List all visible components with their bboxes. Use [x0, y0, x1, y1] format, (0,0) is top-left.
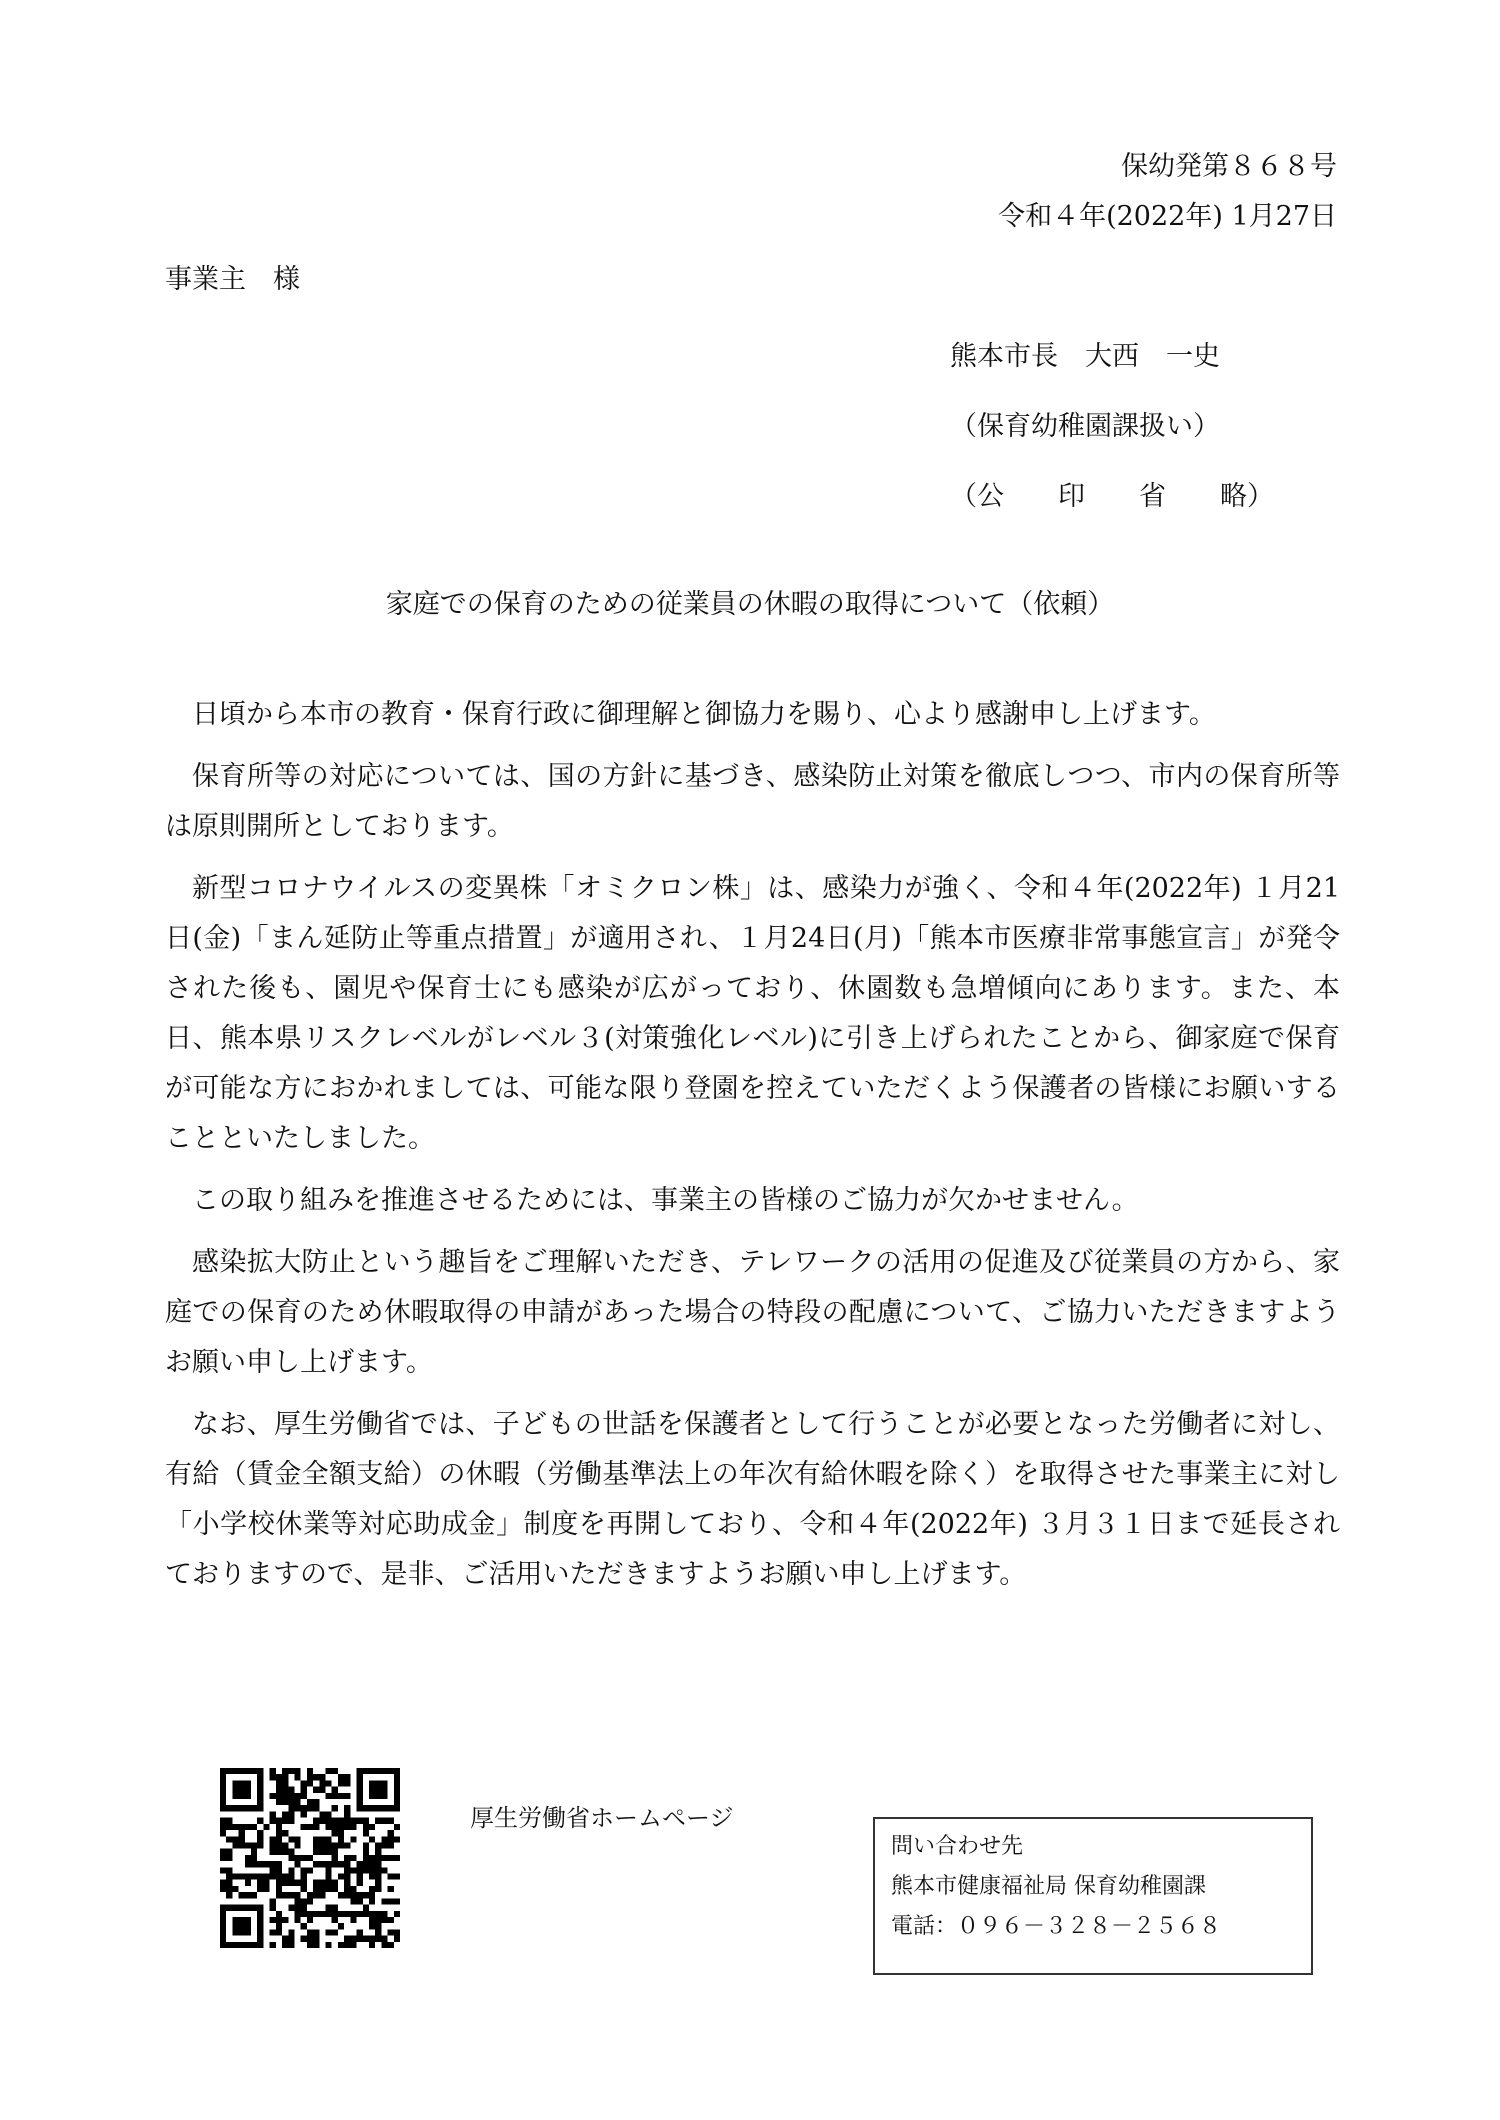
body-paragraph: 保育所等の対応については、国の方針に基づき、感染防止対策を徹底しつつ、市内の保育所等は原則開所としております。: [165, 761, 1340, 842]
addressee: 事業主 様: [165, 264, 300, 295]
qr-code-icon[interactable]: [220, 1768, 400, 1948]
sender-department: （保育幼稚園課扱い）: [950, 411, 1220, 442]
subject-title: 家庭での保育のための従業員の休暇の取得について（依頼）: [385, 589, 1115, 620]
body-paragraph: 新型コロナウイルスの変異株「オミクロン株」は、感染力が強く、令和４年(2022年) １月21日(金)「まん延防止等重点措置」が適用され、１月24日(月)「熊本市医療非常事態宣言」が発令された後も、園児や保育士にも感染が広がっており、休園数も急増傾向にあります。また、本日、熊本県リスクレベルがレベル３(対策強化レベル)に引き上げられたことから、御家庭で保育が可能な方におかれましては、可能な限り登園を控えていただくよう保護者の皆様にお願いすることといたしました。: [165, 873, 1340, 1154]
document-date: 令和４年(2022年) 1月27日: [998, 201, 1337, 232]
contact-title: 問い合わせ先: [891, 1834, 1024, 1859]
body-paragraph: なお、厚生労働省では、子どもの世話を保護者として行うことが必要となった労働者に対し、有給（賃金全額支給）の休暇（労働基準法上の年次有給休暇を除く）を取得させた事業主に対し「小学校休業等対応助成金」制度を再開しており、令和４年(2022年) ３月３１日まで延長されておりますので、是非、ご活用いただきますようお願い申し上げます。: [165, 1409, 1340, 1590]
contact-phone: 電話：０９６－３２８－２５６８: [891, 1914, 1222, 1939]
sender-block: [950, 322, 1274, 532]
letter-body: [165, 690, 1340, 1612]
body-paragraph: この取り組みを推進させるためには、事業主の皆様のご協力が欠かせません。: [192, 1185, 1139, 1216]
sender-name: 熊本市長 大西 一史: [950, 341, 1220, 372]
seal-note: （公 印 省 略）: [950, 481, 1274, 512]
document-number: 保幼発第８６８号: [1121, 151, 1337, 182]
contact-box: [873, 1817, 1313, 1975]
body-paragraph: 日頃から本市の教育・保育行政に御理解と御協力を賜り、心より感謝申し上げます。: [192, 699, 1216, 730]
contact-department: 熊本市健康福祉局 保育幼稚園課: [891, 1874, 1206, 1899]
body-paragraph: 感染拡大防止という趣旨をご理解いただき、テレワークの活用の促進及び従業員の方から、家庭での保育のため休暇取得の申請があった場合の特段の配慮について、ご協力いただきますようお願い申し上げます。: [165, 1247, 1340, 1378]
qr-caption: 厚生労働省ホームページ: [470, 1804, 734, 1832]
